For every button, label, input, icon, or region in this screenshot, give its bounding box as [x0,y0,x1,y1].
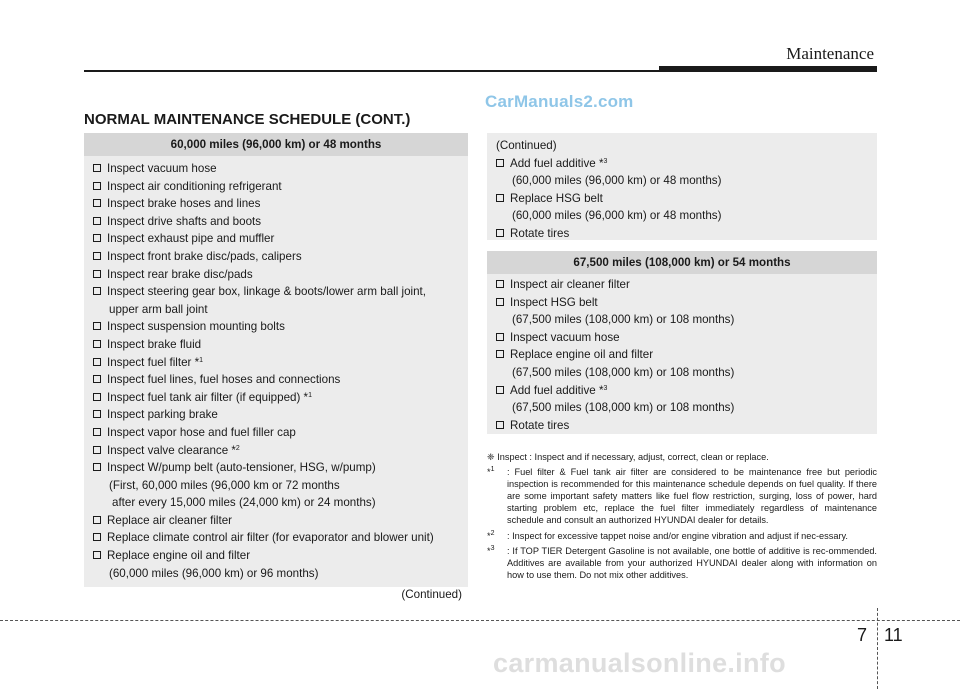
footnote-marker [487,466,494,478]
footnote-ref: 3 [603,157,608,165]
footer-vertical-divider [877,608,878,689]
checklist-item [93,248,468,266]
footnote [487,545,877,581]
footnote-number: 1 [490,466,495,474]
checklist-item [496,190,877,225]
item-text: Replace air cleaner filter [107,513,233,527]
checkbox-icon [93,164,101,172]
panel-heading: 60,000 miles (96,000 km) or 48 months [84,133,468,156]
checklist-item [93,213,468,231]
checklist-item [496,225,877,243]
footnotes [487,451,877,581]
checklist-item [496,276,877,294]
checkbox-icon [93,428,101,436]
item-text: Inspect fuel lines, fuel hoses and connections [107,373,341,387]
item-text: Inspect fuel filter * [107,355,200,369]
checkbox-icon [496,333,504,341]
watermark-bottom: carmanualsonline.info [493,648,786,678]
schedule-67500-panel [487,251,877,434]
checklist [496,155,877,243]
checklist-item [496,417,877,435]
item-detail: (67,500 miles (108,000 km) or 108 months) [512,313,735,327]
chapter-number: 7 [857,625,868,645]
checkbox-icon [93,182,101,190]
item-text: Replace climate control air filter (for evaporator and blower unit) [107,531,434,545]
item-text: Inspect rear brake disc/pads [107,267,253,281]
item-text: Rotate tires [510,418,570,432]
checklist-item [93,459,468,512]
checklist-item [496,346,877,381]
checklist-item [496,382,877,417]
item-detail: (First, 60,000 miles (96,000 km or 72 months [109,478,340,492]
checklist-item [496,155,877,190]
checklist-item [93,318,468,336]
item-text: Replace HSG belt [510,191,603,205]
footnote-marker [487,545,494,557]
checkbox-icon [93,533,101,541]
continued-label: (Continued) [496,139,557,152]
checklist-item [93,283,468,318]
header-rule-thin [84,70,659,72]
footnote-text: : Inspect for excessive tappet noise and/or engine vibration and adjust if nec-essary. [507,530,848,541]
checkbox-icon [93,393,101,401]
checkbox-icon [93,375,101,383]
item-text: Inspect brake hoses and lines [107,197,261,211]
item-text: Inspect vapor hose and fuel filler cap [107,425,296,439]
checkbox-icon [496,421,504,429]
item-text: Inspect suspension mounting bolts [107,320,285,334]
footnote-ref: 2 [235,444,240,452]
checkbox-icon [496,159,504,167]
footer-divider [0,620,960,621]
inspect-definition: ❈ Inspect : Inspect and if necessary, adjust, correct, clean or replace. [487,452,769,462]
item-detail: (60,000 miles (96,000 km) or 96 months) [109,566,319,580]
footnote-ref: 1 [308,391,312,399]
checklist-item [93,512,468,530]
item-text: Inspect front brake disc/pads, calipers [107,249,302,263]
panel-heading: 67,500 miles (108,000 km) or 54 months [487,251,877,274]
footnote-text: : Fuel filter & Fuel tank air filter are considered to be maintenance free but periodic inspection is recommended for this maintenance schedule depends on fuel quality. If there are some important safety matters like fuel flow restriction, surging, loss of power, hard starting problem etc, replace the fuel filter immediately regardless of maintenance schedule and consult an authorized HYUNDAI dealer for details. [507,467,877,526]
watermark-top: CarManuals2.com [485,92,634,111]
checkbox-icon [93,410,101,418]
checkbox-icon [93,252,101,260]
footnote-ref: 1 [199,356,204,364]
footnote-marker [487,530,494,542]
footnote-asterisk: * [487,467,491,478]
item-text: Inspect brake fluid [107,337,202,351]
checkbox-icon [93,270,101,278]
checkbox-icon [93,234,101,242]
footnote-text: : If TOP TIER Detergent Gasoline is not available, one bottle of additive is rec-ommended. Additives are available from your authorized HYUNDAI dealer along with information on how to use them. Do not mix other additives. [507,545,877,580]
checkbox-icon [93,446,101,454]
item-text: Inspect parking brake [107,408,218,422]
item-text: Inspect steering gear box, linkage & boots/lower arm ball joint, [107,285,426,299]
item-text: Add fuel additive * [510,383,604,397]
item-text: Replace engine oil and filter [510,348,654,362]
schedule-60000-continued-panel [487,133,877,240]
checkbox-icon [496,298,504,306]
item-text: Inspect drive shafts and boots [107,214,262,228]
checklist-item [93,424,468,442]
item-detail: (60,000 miles (96,000 km) or 48 months) [512,174,722,188]
section-title: NORMAL MAINTENANCE SCHEDULE (CONT.) [84,111,411,128]
checkbox-icon [93,358,101,366]
item-text: Inspect fuel tank air filter (if equipped) * [107,390,309,404]
chapter-title: Maintenance [786,44,874,63]
footnote-asterisk: * [487,530,491,541]
item-text: Add fuel additive * [510,156,604,170]
checklist-item [93,178,468,196]
item-text: Inspect air cleaner filter [510,278,630,291]
checklist [84,156,468,586]
footnote [487,466,877,526]
item-text: Inspect vacuum hose [107,162,217,175]
checkbox-icon [93,340,101,348]
item-text: Inspect W/pump belt (auto-tensioner, HSG, w/pump) [107,461,376,475]
checkbox-icon [496,229,504,237]
footnote-ref: 3 [603,384,608,392]
checklist-item [93,371,468,389]
continued-label: (Continued) [401,588,462,602]
checklist-item [93,195,468,213]
checklist-item [496,329,877,347]
item-detail: (67,500 miles (108,000 km) or 108 months) [512,365,735,379]
item-text: Inspect vacuum hose [510,330,620,344]
item-detail: (67,500 miles (108,000 km) or 108 months) [512,401,735,415]
checklist-item [496,294,877,329]
schedule-60000-panel [84,133,468,602]
item-text: Rotate tires [510,226,570,240]
checklist-item [93,389,468,407]
checklist-item [93,354,468,372]
item-detail: (60,000 miles (96,000 km) or 48 months) [512,209,722,223]
checklist-item [93,442,468,460]
checkbox-icon [496,194,504,202]
checkbox-icon [93,199,101,207]
item-text: Inspect exhaust pipe and muffler [107,232,275,246]
item-text: Inspect valve clearance * [107,443,236,457]
footnote-asterisk: * [487,545,491,556]
checklist-item [93,160,468,178]
checkbox-icon [496,386,504,394]
checklist [487,274,877,438]
footnote [487,530,877,542]
checkbox-icon [93,551,101,559]
item-detail: after every 15,000 miles (24,000 km) or 24 months) [112,496,376,510]
checklist-item [93,529,468,547]
item-detail: upper arm ball joint [109,302,208,316]
checkbox-icon [93,217,101,225]
header-rule-thick [659,66,877,72]
checklist-item [93,336,468,354]
checklist-item [93,406,468,424]
checkbox-icon [496,280,504,288]
footnote-number: 2 [490,529,495,537]
checkbox-icon [496,350,504,358]
checkbox-icon [93,322,101,330]
checklist-item [93,266,468,284]
item-text: Inspect air conditioning refrigerant [107,179,282,193]
checkbox-icon [93,516,101,524]
item-text: Inspect HSG belt [510,295,598,309]
checklist-item [93,230,468,248]
item-text: Replace engine oil and filter [107,549,251,563]
checklist-item [93,547,468,582]
footnote-number: 3 [490,544,495,552]
page-number: 11 [884,625,903,645]
checkbox-icon [93,287,101,295]
checkbox-icon [93,463,101,471]
